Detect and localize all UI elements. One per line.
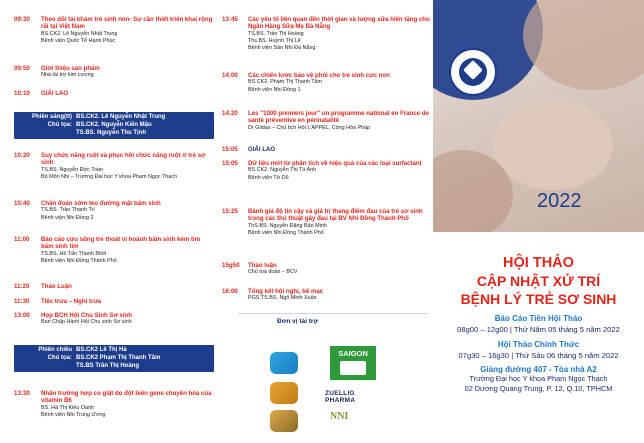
item-affiliation: Bệnh viện Từ Dũ bbox=[248, 174, 289, 181]
item-time: 15:25 bbox=[222, 208, 238, 215]
sponsor-mark bbox=[340, 361, 366, 375]
baby-photo bbox=[433, 0, 644, 232]
item-speaker: Dr Gildas – Chủ tịch Hội L'APPEL, Cộng Hòa Pháp bbox=[248, 124, 371, 131]
schedule-item bbox=[0, 16, 216, 48]
item-title: Thảo luận bbox=[248, 262, 277, 269]
item-time: 10:20 bbox=[14, 152, 30, 159]
item-time: 11:20 bbox=[14, 283, 30, 290]
item-title: Tổng kết hội nghị, bế mạc bbox=[248, 288, 324, 295]
chair-label bbox=[14, 363, 76, 371]
item-time: 13:00 bbox=[14, 312, 30, 319]
sponsor-logo-3 bbox=[270, 410, 298, 432]
item-affiliation: Bệnh viện Nhi Trung Ương bbox=[41, 412, 106, 419]
association-logo bbox=[449, 48, 497, 96]
item-time: 14:00 bbox=[222, 72, 238, 79]
item-title: Dữ liệu mới từ phân tích về hiệu quả của các loại surfactant bbox=[248, 160, 422, 167]
item-affiliation: Bệnh viện Nhi Đồng 2 bbox=[41, 214, 94, 221]
sponsor-zuellig: ZUELLIG PHARMA bbox=[325, 390, 356, 404]
item-title: Báo cáo cứu sống trẻ thoát vị hoành bẩm sinh kèm tim bẩm sinh tím bbox=[41, 236, 201, 251]
item-affiliation: Bệnh viện Nhi Đồng 1 bbox=[248, 86, 301, 93]
item-affiliation: Bệnh viện Quốc Tế Hạnh Phúc bbox=[41, 38, 116, 45]
item-time: 14:20 bbox=[222, 110, 238, 117]
item-title: Suy chức năng ruột và phục hồi chức năng ruột ở trẻ sơ sinh bbox=[41, 152, 206, 167]
item-title: Theo dõi tái khám trẻ sinh non- Sự cần thiết triển khai rộng rãi tại Việt Nam bbox=[41, 16, 213, 31]
chair-value: BS.CK2. Lê Nguyễn Nhật Trung bbox=[76, 114, 166, 120]
item-title: GIẢI LAO bbox=[41, 90, 69, 97]
item-speaker: Chủ tọa đoàn – BCV bbox=[248, 269, 298, 276]
item-time: 13:30 bbox=[14, 390, 30, 397]
item-speaker: Ban Chấp Hành Hội Chu sinh Sơ sinh bbox=[41, 319, 132, 326]
item-time: 11:30 bbox=[14, 298, 30, 305]
item-time: 10:10 bbox=[14, 90, 30, 97]
chair-value: BS.CK2. Nguyễn Kiến Mậu bbox=[76, 121, 152, 128]
chair-value: BS.CK2 Phạm Thị Thanh Tâm bbox=[76, 354, 161, 361]
chair-value: TS.BS Trần Thị Hoàng bbox=[76, 362, 140, 369]
item-time: 15:05 bbox=[222, 160, 238, 167]
item-time: 15g50 bbox=[222, 262, 240, 269]
item-time: 10:40 bbox=[14, 200, 30, 207]
sponsor-name: SAIGON bbox=[338, 349, 368, 358]
baby-face-2 bbox=[493, 100, 613, 190]
item-speaker: TS.BS. Nguyễn Đức Toàn bbox=[41, 166, 103, 173]
cover-panel bbox=[433, 0, 644, 443]
year: 2022 bbox=[537, 190, 582, 212]
item-title: Các yếu tố liên quan đến thời gian và lượng sữa hiến tặng cho Ngân Hàng Sữa Mẹ Đà Nẵng bbox=[248, 16, 430, 31]
item-title: Đánh giá độ tin cậy và giá trị thang điểm đau của trẻ sơ sinh trong các thủ thuật gây đau tại BV Nhi Đồng Thành Phố bbox=[248, 208, 423, 223]
item-speaker: BS.CK2. Phạm Thị Thanh Tâm bbox=[248, 79, 323, 86]
item-time: 15:05 bbox=[222, 146, 238, 153]
event-info bbox=[433, 232, 644, 394]
sponsor-title: Đơn vị tài trợ bbox=[277, 318, 319, 325]
chair-label: Phiên sáng(tt) bbox=[32, 114, 72, 120]
item-title: Nhân trường hợp co giật do đột biến gene chuyên hóa của vitamin B6 bbox=[41, 390, 212, 405]
pre-conference-title: Báo Cáo Tiền Hội Thảo bbox=[494, 314, 583, 323]
item-speaker: BS.CK2. Lê Nguyễn Nhật Trung bbox=[41, 30, 118, 37]
item-speaker: ThS.BS. Nguyễn Đặng Bảo Minh bbox=[248, 222, 327, 229]
sponsor-logo-1 bbox=[270, 352, 298, 374]
chair-label: Phiên chiều bbox=[38, 347, 72, 353]
subheading-1: CẬP NHẬT XỬ TRÍ bbox=[476, 273, 601, 289]
item-title: Các chiến lược bảo vệ phổi cho trẻ sinh cực non bbox=[248, 72, 390, 79]
sponsor-nni: NNI bbox=[330, 411, 349, 422]
item-title: Họp BCH Hội Chu Sinh Sơ sinh bbox=[41, 312, 132, 319]
item-affiliation: Bộ Môn Nhi – Trường Đại học Y khoa Phạm Ngọc Thạch bbox=[41, 174, 177, 181]
item-speaker: BS. Hà Thị Kiều Oanh bbox=[41, 404, 94, 411]
item-title: Les "1000 premiers jour" un programme national en France de santé préventive en périnatalité bbox=[248, 110, 429, 125]
sponsor-logo-2 bbox=[270, 382, 298, 404]
chair-label: Chủ tọa: bbox=[47, 354, 72, 361]
item-speaker: BS.CK2. Nguyễn Thị Tú Anh bbox=[248, 167, 317, 174]
pre-conference-time: 08g00 – 12g00 | Thứ Năm 05 tháng 5 năm 2022 bbox=[457, 325, 620, 334]
sponsor-saigon bbox=[330, 346, 376, 380]
main-conference-time: 07g30 – 16g30 | Thứ Sáu 06 tháng 5 năm 2022 bbox=[458, 351, 619, 360]
address-line-2: 02 Dương Quang Trung, P. 12, Q.10, TPHCM bbox=[464, 384, 613, 393]
main-conference-title: Hội Thảo Chính Thức bbox=[497, 340, 580, 349]
item-title: Giới thiệu sản phẩm bbox=[41, 65, 100, 72]
baby-face bbox=[523, 0, 644, 90]
item-title: Tiệc trưa – Nghỉ trưa bbox=[41, 298, 102, 305]
hall: Giảng đường 407 - Tòa nhà A2 bbox=[480, 365, 597, 374]
chair-value: TS.BS. Nguyễn Thu Tịnh bbox=[76, 129, 146, 136]
chair-box bbox=[14, 112, 214, 139]
divider bbox=[238, 313, 428, 314]
chair-box bbox=[14, 345, 214, 372]
item-speaker: TS.BS. Trần Thị Hoàng bbox=[248, 30, 304, 37]
item-speaker: TS.BS. Trần Thanh Trí bbox=[41, 207, 95, 214]
item-title: Thảo Luận bbox=[41, 283, 72, 290]
item-title: GIẢI LAO bbox=[248, 146, 276, 153]
item-speaker: TS.BS. Hồ Tấn Thanh Bình bbox=[41, 250, 107, 257]
item-time: 16:00 bbox=[222, 288, 238, 295]
subheading-2: BỆNH LÝ TRẺ SƠ SINH bbox=[460, 291, 617, 307]
item-speaker: Nhà tài trợ kim cương bbox=[41, 72, 94, 79]
item-time: 13:45 bbox=[222, 16, 238, 23]
item-title: Chẩn đoán sớm teo đường mật bẩm sinh bbox=[41, 200, 161, 207]
chair-value: BS.CK2 Lê Thị Hà bbox=[76, 347, 127, 353]
item-affiliation: Bệnh viện Sản Nhi Đà Nẵng bbox=[248, 45, 316, 52]
address-line-1: Trường Đại học Y khoa Phạm Ngọc Thạch bbox=[469, 374, 608, 383]
item-speaker: Ths.BS. Huỳnh Thị Lê bbox=[248, 38, 301, 45]
chair-label: Chủ tọa: bbox=[47, 121, 72, 128]
item-speaker: PGS.TS.BS. Ngô Minh Xuân bbox=[248, 295, 317, 302]
item-time: 09:50 bbox=[14, 65, 30, 72]
chair-label bbox=[14, 130, 76, 138]
item-time: 09:30 bbox=[14, 16, 30, 23]
item-time: 11:00 bbox=[14, 236, 30, 243]
item-affiliation: Bệnh viện Nhi Đồng Thành Phố bbox=[41, 258, 117, 265]
heading: HỘI THẢO bbox=[503, 255, 574, 271]
item-affiliation: Bệnh viện Nhi Đồng Thành Phố bbox=[248, 230, 324, 237]
